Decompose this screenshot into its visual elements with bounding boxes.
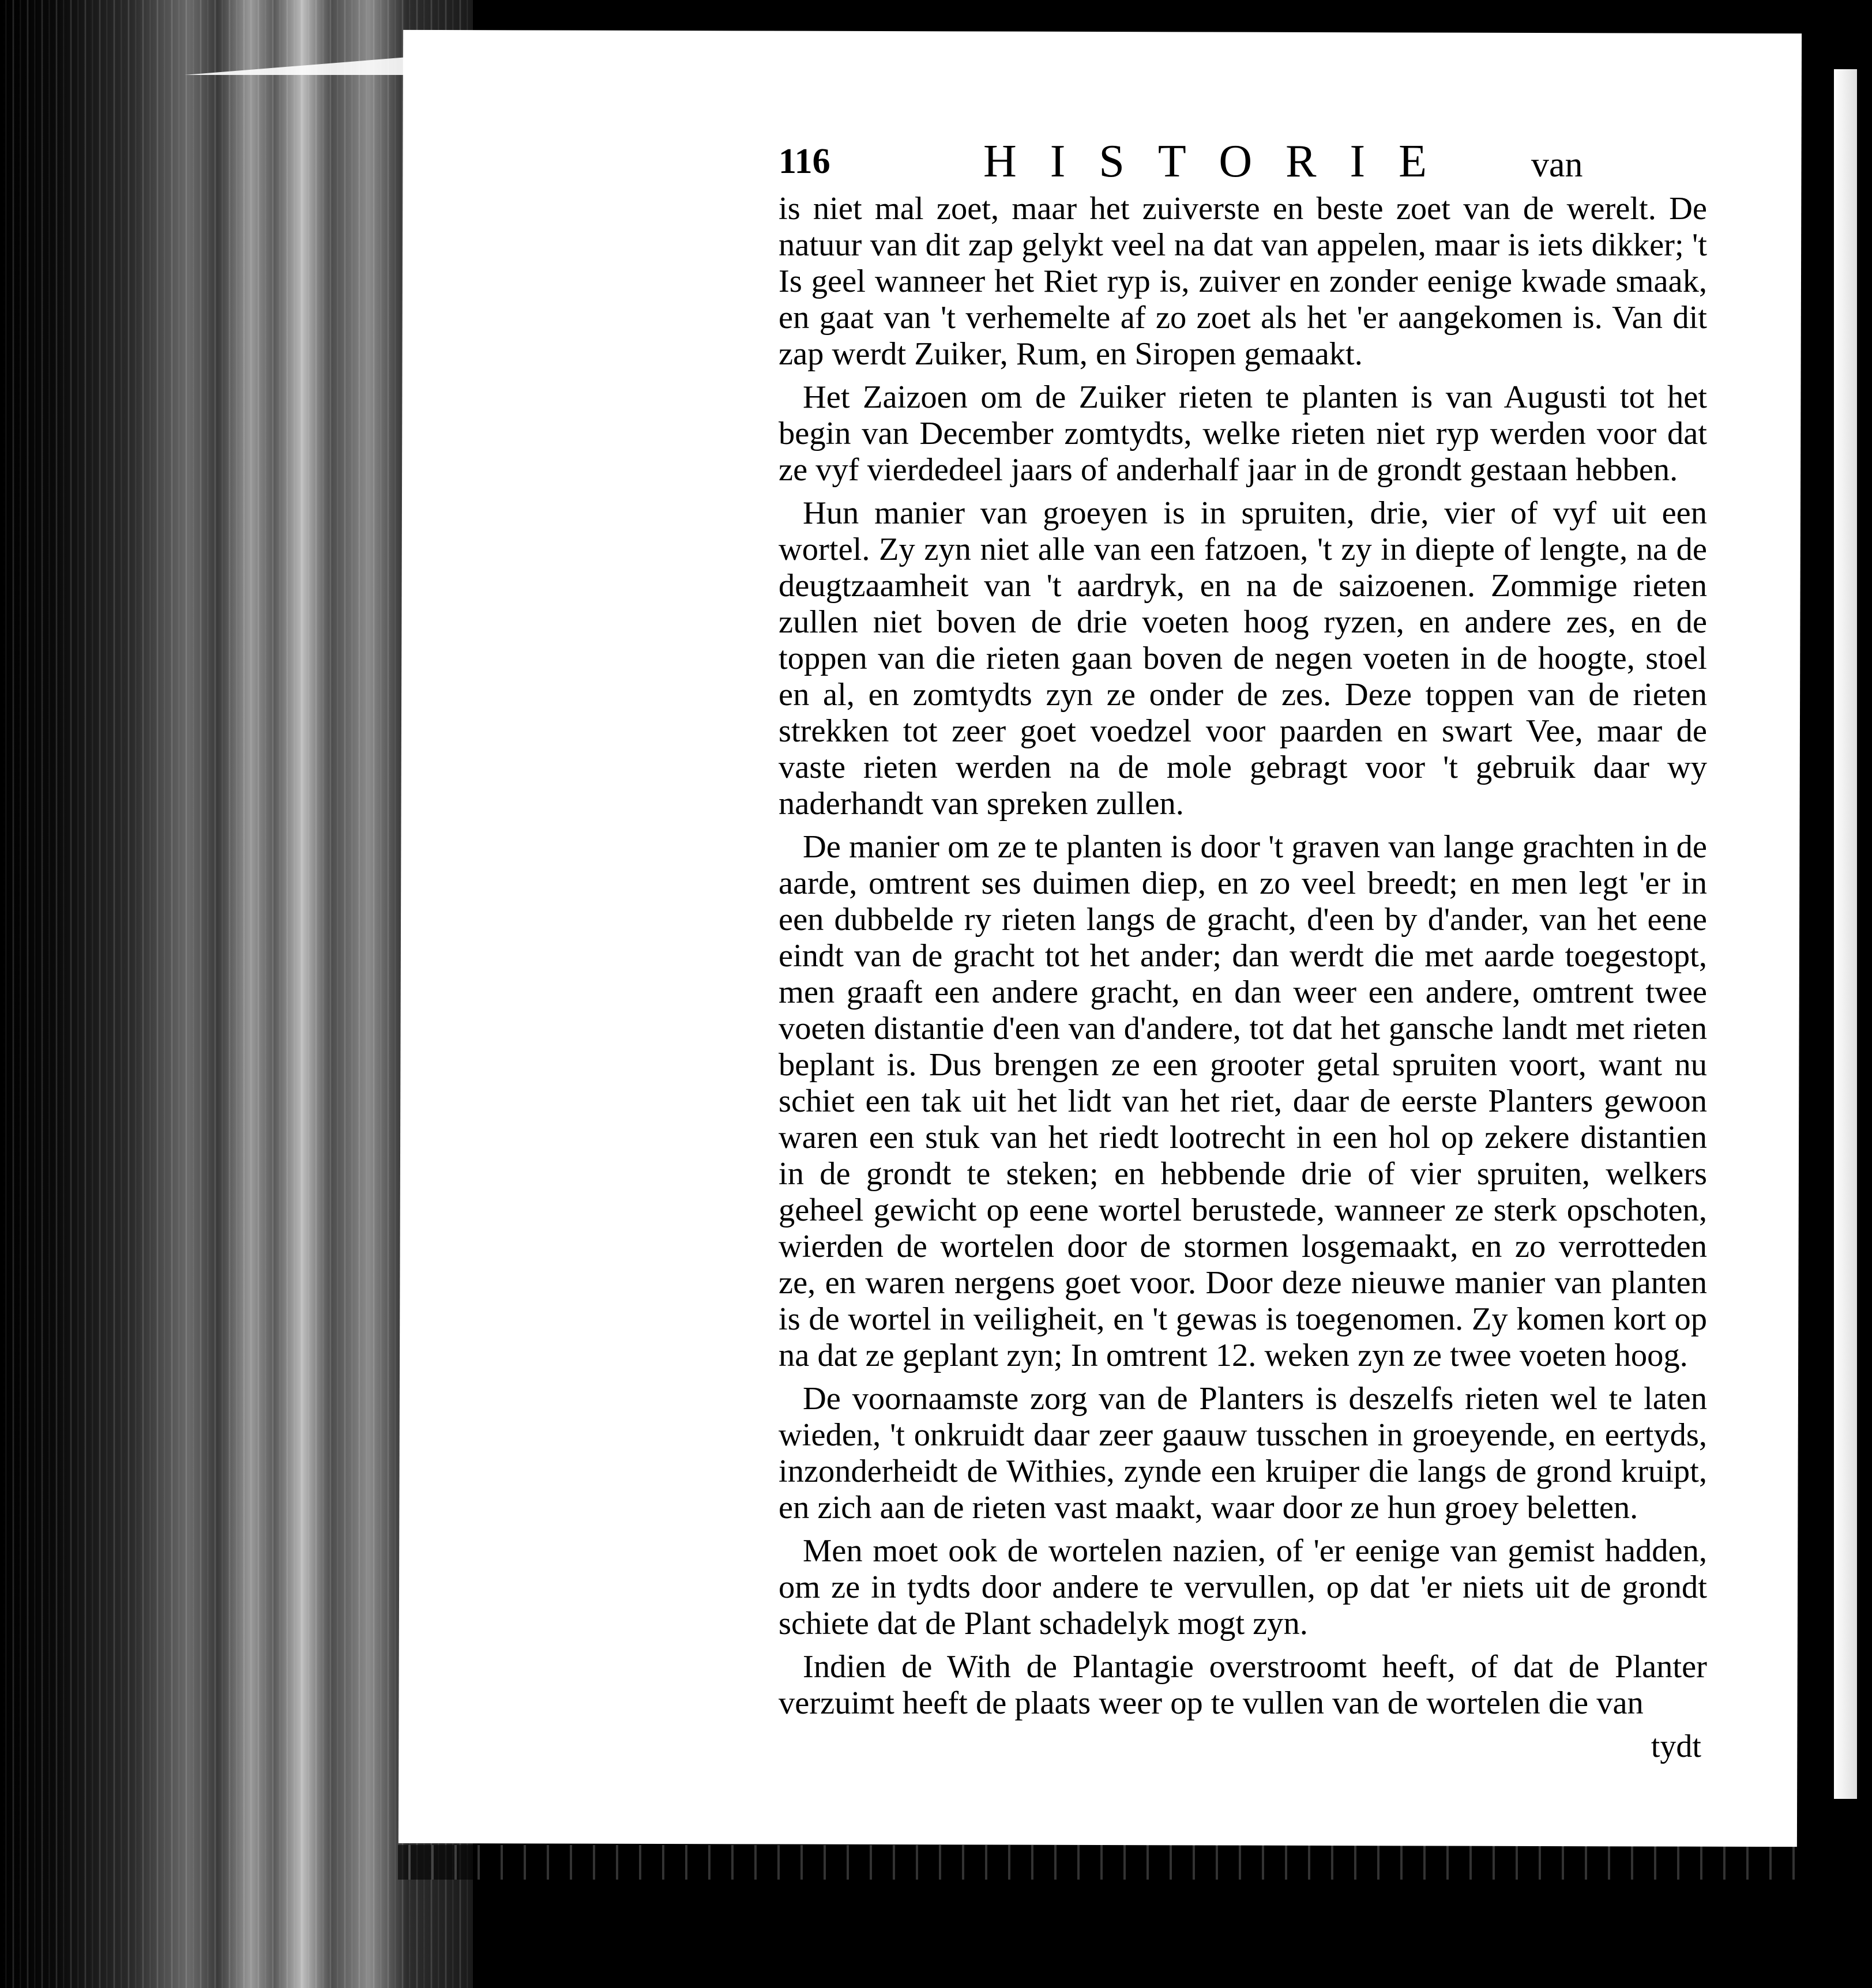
running-title: HISTORIE — [983, 136, 1460, 187]
paragraph: De voornaamste zorg van de Planters is deszelfs rieten wel te laten wieden, 't onkruidt daar zeer gaauw tusschen in groeyende, en eertyds, inzonderheidt de Withies, zynde een kruiper die langs de grond kruipt, en zich aan de rieten vast maakt, waar door ze hun groey beletten. — [779, 1381, 1707, 1526]
facing-page-edge — [1834, 69, 1857, 1799]
paragraph: is niet mal zoet, maar het zuiverste en beste zoet van de werelt. De natuur van dit zap gelykt veel na dat van appelen, maar is iets dikker; 't Is geel wanneer het Riet ryp is, zuiver en zonder eenige kwade smaak, en gaat van 't verhemelte af zo zoet als het 'er aangekomen is. Van dit zap werdt Zuiker, Rum, en Siropen gemaakt. — [779, 191, 1707, 372]
page-gutter-shadow — [1799, 32, 1822, 1845]
page-bottom-edge — [398, 1845, 1811, 1880]
body-text — [779, 191, 1707, 1722]
paragraph: Indien de With de Plantagie overstroomt heeft, of dat de Planter verzuimt heeft de plaats weer op te vullen van de wortelen die van — [779, 1649, 1707, 1721]
paragraph: Hun manier van groeyen is in spruiten, drie, vier of vyf uit een wortel. Zy zyn niet alle van een fatzoen, 't zy in diepte of lengte, na de deugtzaamheit van 't aardryk, en na de saizoenen. Zommige rieten zullen niet boven de drie voeten hoog ryzen, en andere zes, en de toppen van die rieten gaan boven de negen voeten in de hoogte, stoel en al, en zomtydts zyn ze onder de zes. Deze toppen van de rieten strekken tot zeer goet voedzel voor paarden en swart Vee, maar de vaste rieten werden na de mole gebragt voor 't gebruik daar wy naderhandt van spreken zullen. — [779, 495, 1707, 822]
page-number: 116 — [779, 142, 830, 181]
running-head — [779, 135, 1707, 191]
page-text-block — [779, 135, 1707, 1765]
paragraph: Men moet ook de wortelen nazien, of 'er eenige van gemist hadden, om ze in tydts door andere te vervullen, op dat 'er niets uit de grondt schiete dat de Plant schadelyk mogt zyn. — [779, 1533, 1707, 1641]
catchword: tydt — [1651, 1729, 1701, 1764]
paragraph: De manier om ze te planten is door 't graven van lange grachten in de aarde, omtrent ses duimen diep, en zo veel breedt; en men legt 'er in een dubbelde ry rieten langs de gracht, d'een by d'ander, van het eene eindt van de gracht tot het ander; dan werdt die met aarde toegestopt, men graaft een andere gracht, en dan weer een andere, omtrent twee voeten distantie d'een van d'andere, tot dat het gansche landt met rieten beplant is. Dus brengen ze een grooter getal spruiten voort, want nu schiet een tak uit het lidt van het riet, daar de eerste Planters gewoon waren een stuk van het riedt lootrecht in een hol op zekere distantien in de grondt te steken; en hebbende drie of vier spruiten, welkers geheel gewicht op eene wortel berustede, wanneer ze sterk opschoten, wierden de wortelen door de stormen losgemaakt, en zo verrotteden ze, en waren nergens goet voor. Door deze nieuwe manier van planten is de wortel in veiligheit, en 't gewas is toegenomen. Zy komen kort op na dat ze geplant zyn; In omtrent 12. weken zyn ze twee voeten hoog. — [779, 829, 1707, 1373]
running-title-suffix: van — [1531, 145, 1583, 185]
paragraph: Het Zaizoen om de Zuiker rieten te planten is van Augusti tot het begin van December zomtydts, welke rieten niet ryp werden voor dat ze vyf vierdedeel jaars of anderhalf jaar in de grondt gestaan hebben. — [779, 379, 1707, 488]
